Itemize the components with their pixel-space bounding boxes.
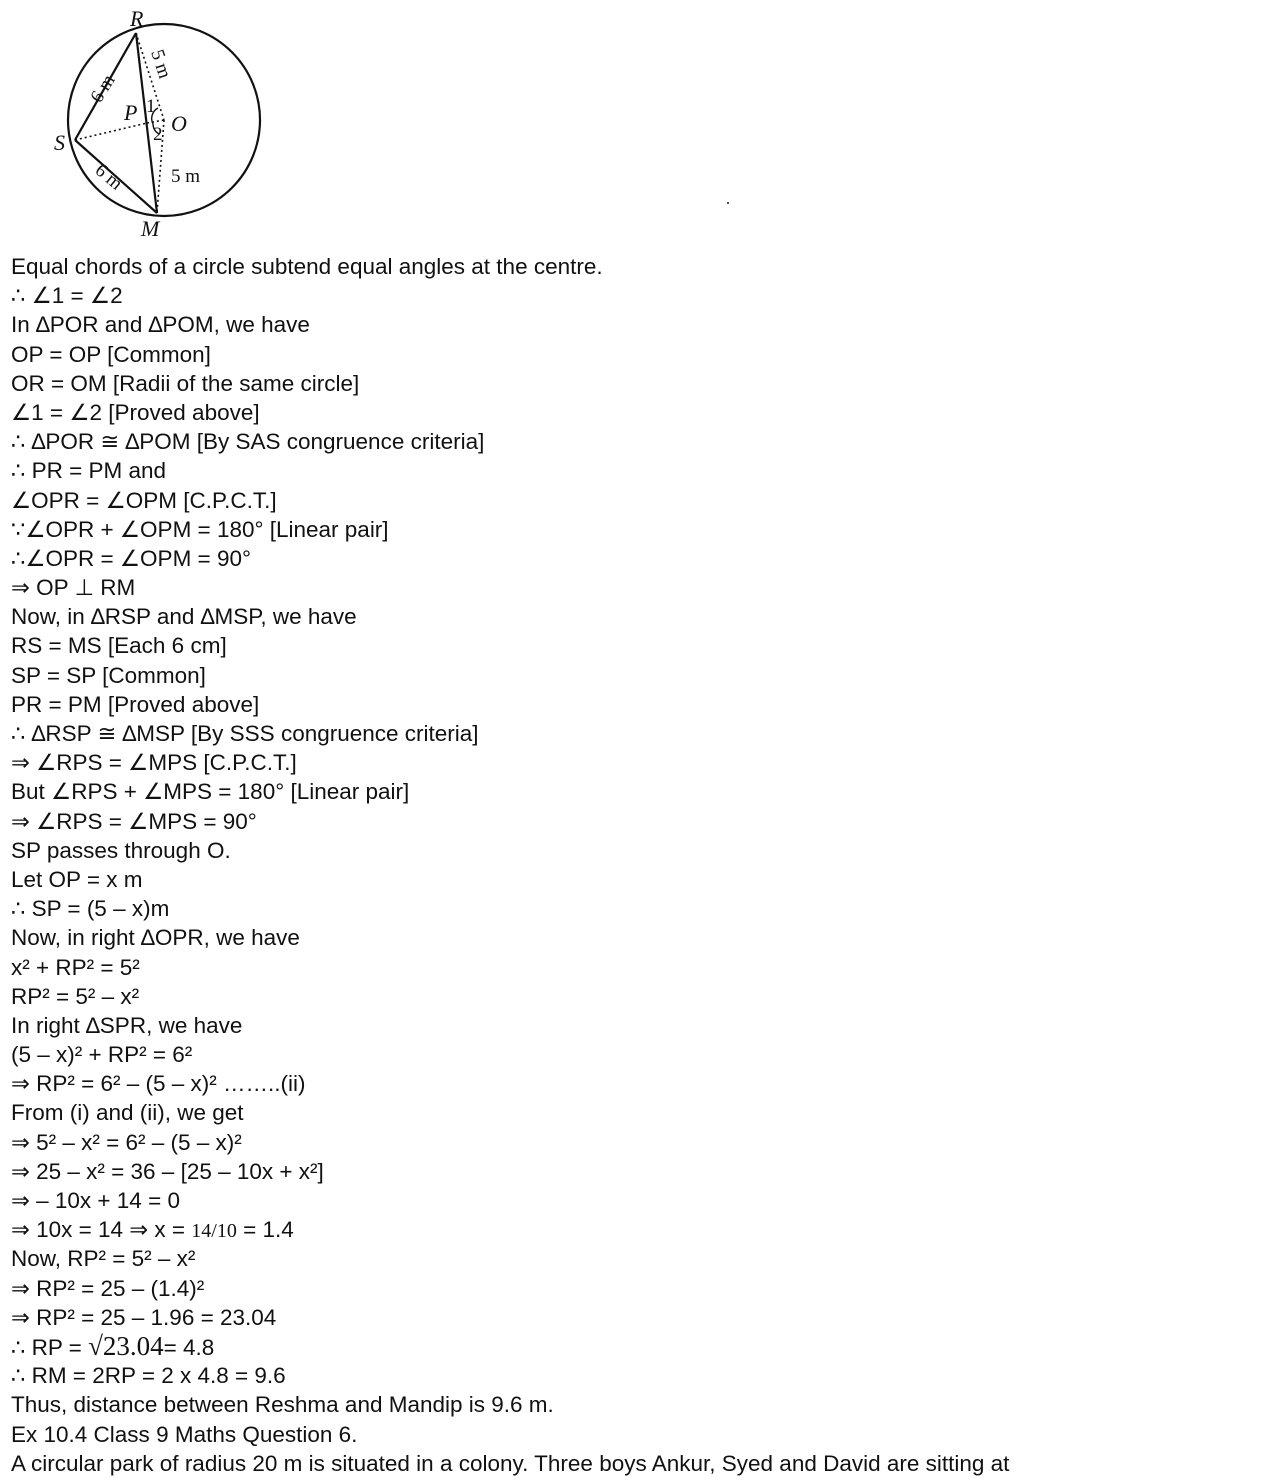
point-p-label: P (124, 100, 138, 125)
text-part: = 1.4 (236, 1217, 294, 1243)
length-om-label: 5 m (171, 166, 201, 187)
text-line: OP = OP [Common] (11, 341, 211, 367)
text-line: RP² = 5² – x² (11, 983, 140, 1009)
text-line: ⇒ RP² = 25 – (1.4)² (11, 1275, 205, 1301)
angle-1-label: 1 (146, 96, 156, 117)
text-line: ⇒ RP² = 25 – 1.96 = 23.04 (11, 1304, 277, 1330)
text-line: ∴ SP = (5 – x)m (11, 896, 170, 922)
text-line: ⇒ 25 – x² = 36 – [25 – 10x + x²] (11, 1158, 324, 1184)
text-part: = 4.8 (163, 1334, 215, 1360)
length-sm-label: 6 m (90, 159, 127, 195)
text-line: In right ∆SPR, we have (11, 1012, 243, 1038)
text-line: But ∠RPS + ∠MPS = 180° [Linear pair] (11, 779, 410, 805)
length-rs-label: 6 m (86, 70, 120, 107)
text-line: ∴ ∠1 = ∠2 (11, 283, 123, 309)
text-line: Now, RP² = 5² – x² (11, 1246, 196, 1272)
text-line: ∠1 = ∠2 [Proved above] (11, 399, 260, 425)
stray-dot (727, 202, 729, 204)
text-line: (5 – x)² + RP² = 6² (11, 1042, 193, 1068)
square-root: √23.04 (88, 1330, 164, 1361)
text-line: Ex 10.4 Class 9 Maths Question 6. (11, 1421, 358, 1447)
point-s-label: S (54, 130, 65, 155)
text-line (11, 1332, 1261, 1361)
length-ro-label: 5 m (146, 47, 176, 82)
text-line: ∴∠OPR = ∠OPM = 90° (11, 545, 251, 571)
point-r-label: R (130, 6, 144, 31)
text-line (11, 1215, 1261, 1244)
text-line: SP = SP [Common] (11, 662, 206, 688)
segment-sp (75, 123, 147, 140)
text-line: x² + RP² = 5² (11, 954, 140, 980)
text-line: Equal chords of a circle subtend equal angles at the centre. (11, 254, 603, 279)
text-line: ⇒ RP² = 6² – (5 – x)² ……..(ii) (11, 1071, 306, 1097)
text-line: ∵∠OPR + ∠OPM = 180° [Linear pair] (11, 516, 389, 542)
text-line: Now, in right ∆OPR, we have (11, 925, 300, 951)
text-line: ⇒ ∠RPS = ∠MPS [C.P.C.T.] (11, 750, 297, 776)
text-line: Let OP = x m (11, 866, 143, 892)
point-o-label: O (171, 111, 187, 136)
text-line: ∴ ∆RSP ≅ ∆MSP [By SSS congruence criteria] (11, 721, 479, 746)
solution-text (11, 252, 1261, 1478)
text-line: ∴ ∆POR ≅ ∆POM [By SAS congruence criteria] (11, 429, 485, 455)
text-line: ∴ PR = PM and (11, 458, 167, 484)
text-line: In ∆POR and ∆POM, we have (11, 312, 310, 338)
fraction: 14/10 (191, 1220, 237, 1243)
text-line: PR = PM [Proved above] (11, 691, 260, 717)
segment-po (147, 120, 164, 123)
text-line: ∴ RM = 2RP = 2 x 4.8 = 9.6 (11, 1363, 286, 1389)
point-m-label: M (141, 216, 160, 241)
text-part: ⇒ 10x = 14 ⇒ x = (11, 1217, 192, 1243)
text-line: ⇒ 5² – x² = 6² – (5 – x)² (11, 1129, 242, 1155)
text-line: ⇒ ∠RPS = ∠MPS = 90° (11, 808, 257, 834)
text-part: ∴ RP = (11, 1334, 89, 1360)
text-line: ⇒ – 10x + 14 = 0 (11, 1188, 180, 1213)
text-line: SP passes through O. (11, 837, 231, 863)
text-line: Now, in ∆RSP and ∆MSP, we have (11, 604, 357, 630)
text-line: From (i) and (ii), we get (11, 1100, 244, 1126)
text-line: ∠OPR = ∠OPM [C.P.C.T.] (11, 487, 277, 513)
circle-chord-figure (40, 0, 280, 246)
text-line: A circular park of radius 20 m is situated in a colony. Three boys Ankur, Syed and David are sitting at (11, 1450, 1010, 1476)
angle-2-label: 2 (153, 124, 163, 145)
text-line: OR = OM [Radii of the same circle] (11, 370, 360, 396)
text-line: Thus, distance between Reshma and Mandip is 9.6 m. (11, 1392, 554, 1418)
text-line: ⇒ OP ⊥ RM (11, 575, 136, 601)
text-line: RS = MS [Each 6 cm] (11, 633, 227, 659)
